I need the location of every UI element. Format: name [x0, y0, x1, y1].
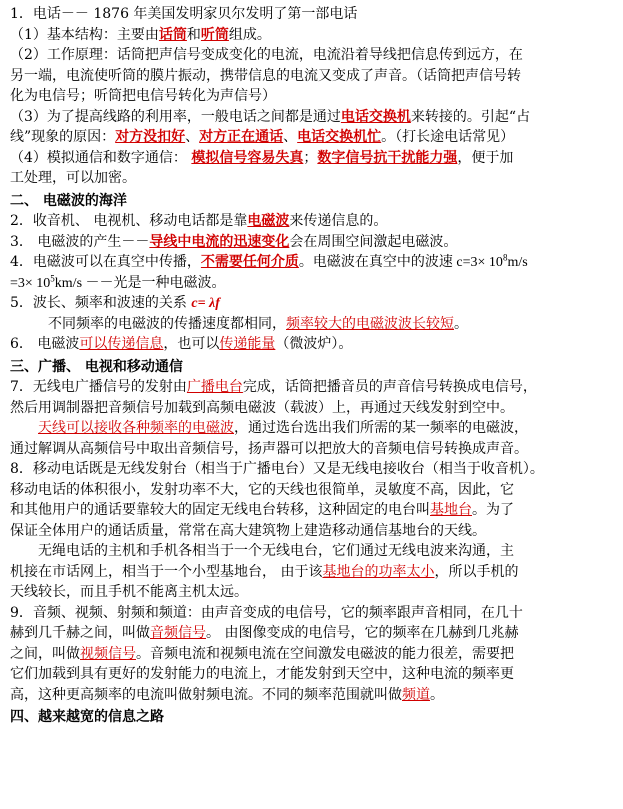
item-9-line-3	[10, 644, 616, 665]
text: 天线较长，而且手机不能离主机太远。	[10, 584, 248, 600]
text: 无绳电话的主机和手机各相当于一个无线电台，它们通过无线电波来沟通，主	[38, 543, 514, 559]
text: 移动电话的体积很小，发射功率不大，它的天线也很简单，灵敏度不高，因此，它	[10, 481, 514, 498]
item-1-principle-line-1	[10, 45, 616, 66]
keyword-em-wave: 电磁波	[247, 213, 290, 229]
keyword-antenna: 天线可以接收各种频率的电磁波	[38, 420, 234, 436]
text: ，也可以	[163, 336, 220, 352]
keyword-digital: 数字信号抗干扰能力强	[317, 149, 458, 166]
text: 和其他用户的通话要靠较大的固定无线电台转移，这种固定的电台叫	[10, 502, 430, 518]
text: 另一端，电流使听筒的膜片振动，携带信息的电流又变成了声音。（话筒把声信号转	[10, 67, 521, 84]
formula-wave-speed: c= λf	[191, 296, 220, 311]
heading-text: 二、 电磁波的海洋	[10, 192, 127, 209]
keyword-reason-3: 电话交换机忙	[297, 129, 382, 145]
item-8-line-4	[10, 521, 616, 542]
item-7-line-4	[10, 439, 616, 460]
text: 来传递信息的。	[289, 213, 388, 229]
item-4-line-2	[10, 273, 616, 294]
text: 。 由图像变成的电信号，它的频率在几赫到几兆赫	[206, 625, 519, 641]
keyword-channel: 频道	[402, 686, 430, 703]
keyword-transmit-info: 可以传递信息	[79, 336, 164, 352]
text: 不同频率的电磁波的传播速度都相同，	[48, 315, 286, 332]
text: 。	[454, 315, 468, 332]
item-7-line-3	[10, 418, 616, 439]
text: 来转接的。引起“占	[410, 108, 531, 125]
exponent: 5	[50, 272, 55, 283]
heading-text: 四、越来越宽的信息之路	[10, 709, 164, 725]
text: 7．无线电广播信号的发射由	[10, 379, 187, 395]
text: 会在周围空间激起电磁波。	[289, 233, 458, 250]
keyword-current-change: 导线中电流的迅速变化	[149, 233, 290, 250]
keyword-exchange: 电话交换机	[340, 108, 411, 125]
text: 3． 电磁波的产生－－	[10, 233, 150, 250]
text: ，所以手机的	[434, 563, 519, 580]
section-heading-2	[10, 191, 616, 212]
text: ，便于加	[457, 149, 514, 166]
keyword-audio-signal: 音频信号	[150, 625, 206, 641]
heading-text: 三、广播、 电视和移动通信	[10, 358, 183, 375]
text: 通过解调从高频信号中取出音频信号，扬声器可以把放大的音频电信号转换成声音。	[10, 440, 528, 457]
text: （4）模拟通信和数字通信：	[10, 149, 192, 166]
item-6	[10, 334, 616, 355]
text: 9．音频、视频、射频和频道：由声音变成的电信号，它的频率跟声音相同，在几十	[10, 604, 523, 621]
item-1-exchange-line-2	[10, 127, 616, 148]
text: 。音频电流和视频电流在空间激发电磁波的能力很差，需要把	[136, 645, 514, 662]
text: 保证全体用户的通话质量，常常在高大建筑物上建造移动通信基地台的天线。	[10, 522, 486, 539]
text: 。（打长途电话常见）	[381, 129, 515, 145]
text: （3）为了提高线路的利用率，一般电话之间都是通过	[10, 108, 341, 125]
text: 之间，叫做	[10, 645, 80, 662]
keyword-analog: 模拟信号容易失真	[191, 149, 304, 166]
text: （微波炉）。	[275, 336, 353, 352]
item-7-line-2	[10, 398, 616, 419]
keyword-reason-2: 对方正在通话	[199, 129, 284, 145]
text: 赫到几千赫之间，叫做	[10, 625, 150, 641]
item-3	[10, 232, 616, 253]
item-9-line-2	[10, 623, 616, 644]
exponent: 8	[502, 252, 508, 263]
text: （2）工作原理：话筒把声信号变成变化的电流，电流沿着导线把信息传到远方，在	[10, 47, 523, 63]
text: 高，这种更高频率的电流叫做射频电流。不同的频率范围就叫做	[10, 686, 402, 703]
text: 线”现象的原因：	[10, 129, 116, 145]
text: 然后用调制器把音频信号加载到高频电磁波（载波）上，再通过天线发射到空中。	[10, 399, 514, 416]
text: 8．移动电话既是无线发射台（相当于广播电台）又是无线电接收台（相当于收音机）。	[10, 461, 544, 477]
item-1-digital-line-2	[10, 168, 616, 189]
keyword-transmit-energy: 传递能量	[219, 336, 276, 352]
keyword-higher-freq: 频率较大的电磁波波长较短	[286, 315, 454, 332]
document-page	[10, 4, 616, 728]
section-heading-4	[10, 707, 616, 728]
text: 和	[186, 26, 201, 43]
keyword-reason-1: 对方没扣好	[115, 129, 186, 145]
item-1-digital-line-1	[10, 148, 616, 169]
text: 工处理，可以加密。	[10, 170, 136, 186]
text: 4．电磁波可以在真空中传播，	[10, 254, 201, 270]
text: 、	[283, 129, 298, 145]
item-1-principle-line-2	[10, 66, 616, 87]
text: 、	[185, 129, 200, 145]
item-5-note	[10, 314, 616, 335]
item-8-line-3	[10, 500, 616, 521]
keyword-video-signal: 视频信号	[80, 645, 136, 662]
item-1-telephone	[10, 4, 616, 25]
text: 。电磁波在真空中的波速 c=3× 10	[298, 255, 503, 270]
text: 。	[430, 686, 444, 703]
item-8-line-7	[10, 582, 616, 603]
keyword-base-station: 基地台	[430, 502, 472, 518]
text: km/s －－光是一种电磁波。	[54, 275, 226, 291]
item-1-structure	[10, 25, 616, 46]
text: 。为了	[472, 502, 514, 518]
text: 机接在市话网上，相当于一个小型基地台， 由于该	[10, 563, 323, 580]
keyword-microphone: 话筒	[158, 26, 187, 43]
text: 它们加载到具有更好的发射能力的电流上，才能发射到天空中，这种电流的频率更	[10, 666, 514, 682]
text: 5．波长、频率和波速的关系	[10, 295, 192, 311]
keyword-low-power: 基地台的功率太小	[322, 563, 435, 580]
item-7-line-1	[10, 377, 616, 398]
item-5	[10, 293, 616, 314]
keyword-no-medium: 不需要任何介质	[200, 254, 299, 270]
item-8-line-6	[10, 562, 616, 583]
item-8-line-5	[10, 541, 616, 562]
text: 2．收音机、 电视机、移动电话都是靠	[10, 213, 248, 229]
keyword-radio-station: 广播电台	[186, 379, 243, 395]
item-8-line-1	[10, 459, 616, 480]
item-1-principle-line-3	[10, 86, 616, 107]
text: 6． 电磁波	[10, 336, 80, 352]
keyword-earpiece: 听筒	[200, 26, 229, 43]
item-8-line-2	[10, 480, 616, 501]
section-heading-3	[10, 357, 616, 378]
text: ；	[303, 149, 318, 166]
text: ，通过选台选出我们所需的某一频率的电磁波，	[234, 420, 528, 436]
text: =3× 10	[10, 275, 51, 291]
item-9-line-4	[10, 664, 616, 685]
text: 完成，话筒把播音员的声音信号转换成电信号，	[242, 379, 537, 395]
text: 化为电信号；听筒把电信号转化为声信号）	[10, 88, 276, 104]
item-9-line-1	[10, 603, 616, 624]
unit: m/s	[507, 255, 528, 270]
item-1-exchange-line-1	[10, 107, 616, 128]
text: （1）基本结构：主要由	[10, 26, 159, 43]
text: 组成。	[228, 26, 271, 43]
item-9-line-5	[10, 685, 616, 706]
item-4-line-1	[10, 252, 616, 273]
item-2	[10, 211, 616, 232]
text: 1．电话－－ 1876 年美国发明家贝尔发明了第一部电话	[10, 6, 358, 22]
